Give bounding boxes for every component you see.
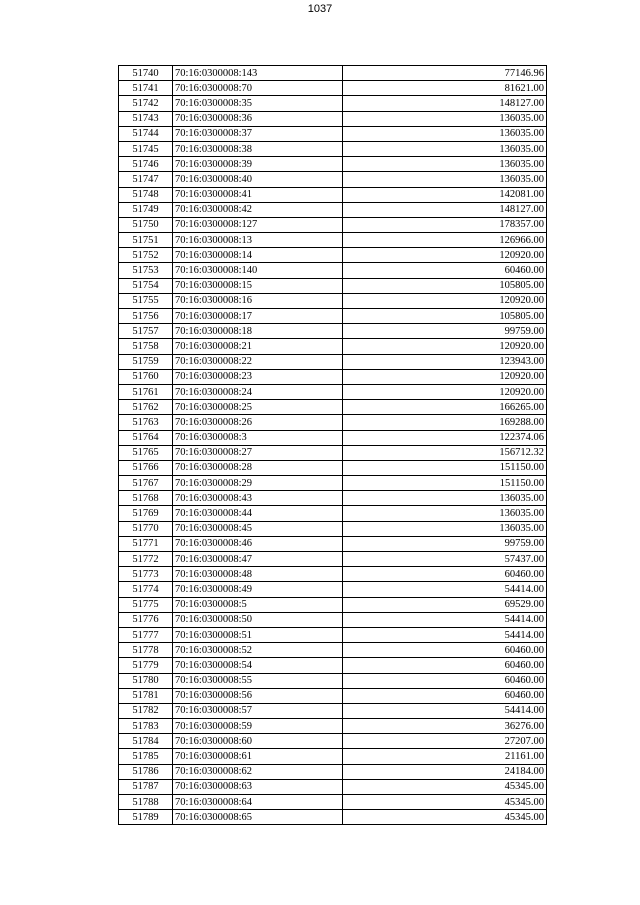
table-row [119, 491, 547, 506]
table-row [119, 688, 547, 703]
cadastral-number-cell: 70:16:0300008:61 [173, 749, 343, 764]
cadastral-value-cell: 60460.00 [343, 643, 547, 658]
table-row [119, 202, 547, 217]
row-number-cell: 51746 [119, 157, 173, 172]
cadastral-number-cell: 70:16:0300008:43 [173, 491, 343, 506]
row-number-cell: 51765 [119, 445, 173, 460]
cadastral-number-cell: 70:16:0300008:38 [173, 141, 343, 156]
cadastral-value-cell: 45345.00 [343, 779, 547, 794]
cadastral-value-cell: 166265.00 [343, 400, 547, 415]
row-number-cell: 51764 [119, 430, 173, 445]
table-row [119, 795, 547, 810]
table-row [119, 293, 547, 308]
row-number-cell: 51741 [119, 81, 173, 96]
cadastral-value-cell: 54414.00 [343, 703, 547, 718]
row-number-cell: 51748 [119, 187, 173, 202]
row-number-cell: 51740 [119, 66, 173, 81]
cadastral-value-cell: 77146.96 [343, 66, 547, 81]
cadastral-value-cell: 136035.00 [343, 111, 547, 126]
cadastral-value-cell: 105805.00 [343, 278, 547, 293]
table-row [119, 248, 547, 263]
cadastral-number-cell: 70:16:0300008:24 [173, 384, 343, 399]
row-number-cell: 51767 [119, 476, 173, 491]
cadastral-number-cell: 70:16:0300008:18 [173, 324, 343, 339]
cadastral-number-cell: 70:16:0300008:40 [173, 172, 343, 187]
table-row [119, 384, 547, 399]
cadastral-number-cell: 70:16:0300008:57 [173, 703, 343, 718]
table-row [119, 521, 547, 536]
cadastral-value-cell: 151150.00 [343, 460, 547, 475]
cadastral-number-cell: 70:16:0300008:63 [173, 779, 343, 794]
row-number-cell: 51785 [119, 749, 173, 764]
cadastral-value-cell: 136035.00 [343, 172, 547, 187]
row-number-cell: 51783 [119, 719, 173, 734]
cadastral-value-cell: 136035.00 [343, 157, 547, 172]
row-number-cell: 51763 [119, 415, 173, 430]
cadastral-value-cell: 54414.00 [343, 627, 547, 642]
table-row [119, 339, 547, 354]
cadastral-value-cell: 156712.32 [343, 445, 547, 460]
cadastral-value-cell: 151150.00 [343, 476, 547, 491]
table-row [119, 157, 547, 172]
row-number-cell: 51750 [119, 217, 173, 232]
cadastral-value-cell: 136035.00 [343, 126, 547, 141]
row-number-cell: 51761 [119, 384, 173, 399]
cadastral-number-cell: 70:16:0300008:59 [173, 719, 343, 734]
cadastral-value-cell: 136035.00 [343, 521, 547, 536]
cadastral-number-cell: 70:16:0300008:47 [173, 552, 343, 567]
table-row [119, 506, 547, 521]
cadastral-number-cell: 70:16:0300008:15 [173, 278, 343, 293]
cadastral-number-cell: 70:16:0300008:49 [173, 582, 343, 597]
cadastral-number-cell: 70:16:0300008:55 [173, 673, 343, 688]
row-number-cell: 51744 [119, 126, 173, 141]
cadastral-value-cell: 178357.00 [343, 217, 547, 232]
cadastral-value-cell: 120920.00 [343, 384, 547, 399]
cadastral-number-cell: 70:16:0300008:51 [173, 627, 343, 642]
cadastral-value-cell: 142081.00 [343, 187, 547, 202]
row-number-cell: 51781 [119, 688, 173, 703]
table-row [119, 96, 547, 111]
cadastral-number-cell: 70:16:0300008:65 [173, 810, 343, 825]
table-row [119, 354, 547, 369]
cadastral-value-cell: 54414.00 [343, 582, 547, 597]
table-row [119, 263, 547, 278]
cadastral-number-cell: 70:16:0300008:64 [173, 795, 343, 810]
cadastral-value-cell: 21161.00 [343, 749, 547, 764]
cadastral-number-cell: 70:16:0300008:5 [173, 597, 343, 612]
row-number-cell: 51756 [119, 309, 173, 324]
table-row [119, 719, 547, 734]
cadastral-value-cell: 69529.00 [343, 597, 547, 612]
row-number-cell: 51771 [119, 536, 173, 551]
cadastral-value-cell: 36276.00 [343, 719, 547, 734]
cadastral-number-cell: 70:16:0300008:29 [173, 476, 343, 491]
table-row [119, 400, 547, 415]
cadastral-value-cell: 81621.00 [343, 81, 547, 96]
row-number-cell: 51755 [119, 293, 173, 308]
row-number-cell: 51757 [119, 324, 173, 339]
cadastral-number-cell: 70:16:0300008:22 [173, 354, 343, 369]
cadastral-number-cell: 70:16:0300008:36 [173, 111, 343, 126]
cadastral-number-cell: 70:16:0300008:127 [173, 217, 343, 232]
cadastral-number-cell: 70:16:0300008:14 [173, 248, 343, 263]
cadastral-number-cell: 70:16:0300008:17 [173, 309, 343, 324]
cadastral-value-cell: 60460.00 [343, 673, 547, 688]
row-number-cell: 51789 [119, 810, 173, 825]
table-row [119, 552, 547, 567]
cadastral-number-cell: 70:16:0300008:26 [173, 415, 343, 430]
table-row [119, 172, 547, 187]
table-row [119, 430, 547, 445]
table-row [119, 141, 547, 156]
cadastral-number-cell: 70:16:0300008:28 [173, 460, 343, 475]
cadastral-number-cell: 70:16:0300008:13 [173, 233, 343, 248]
table-row [119, 217, 547, 232]
row-number-cell: 51786 [119, 764, 173, 779]
row-number-cell: 51772 [119, 552, 173, 567]
cadastral-number-cell: 70:16:0300008:62 [173, 764, 343, 779]
cadastral-value-cell: 60460.00 [343, 263, 547, 278]
row-number-cell: 51784 [119, 734, 173, 749]
cadastral-number-cell: 70:16:0300008:37 [173, 126, 343, 141]
cadastral-number-cell: 70:16:0300008:41 [173, 187, 343, 202]
table-row [119, 627, 547, 642]
table-row [119, 779, 547, 794]
cadastral-number-cell: 70:16:0300008:23 [173, 369, 343, 384]
table-row [119, 233, 547, 248]
cadastral-value-cell: 24184.00 [343, 764, 547, 779]
table-row [119, 582, 547, 597]
cadastral-value-cell: 136035.00 [343, 141, 547, 156]
cadastral-number-cell: 70:16:0300008:54 [173, 658, 343, 673]
table-row [119, 612, 547, 627]
row-number-cell: 51759 [119, 354, 173, 369]
row-number-cell: 51742 [119, 96, 173, 111]
row-number-cell: 51766 [119, 460, 173, 475]
row-number-cell: 51782 [119, 703, 173, 718]
cadastral-number-cell: 70:16:0300008:16 [173, 293, 343, 308]
cadastral-value-cell: 54414.00 [343, 612, 547, 627]
cadastral-number-cell: 70:16:0300008:52 [173, 643, 343, 658]
row-number-cell: 51745 [119, 141, 173, 156]
table-row [119, 703, 547, 718]
cadastral-value-cell: 27207.00 [343, 734, 547, 749]
cadastral-value-cell: 45345.00 [343, 795, 547, 810]
cadastral-value-cell: 105805.00 [343, 309, 547, 324]
table-row [119, 658, 547, 673]
table-row [119, 734, 547, 749]
cadastral-value-cell: 120920.00 [343, 248, 547, 263]
table-row [119, 369, 547, 384]
cadastral-value-cell: 60460.00 [343, 688, 547, 703]
row-number-cell: 51769 [119, 506, 173, 521]
row-number-cell: 51762 [119, 400, 173, 415]
cadastral-value-cell: 99759.00 [343, 536, 547, 551]
table-row [119, 278, 547, 293]
cadastral-number-cell: 70:16:0300008:46 [173, 536, 343, 551]
table-row [119, 476, 547, 491]
cadastral-number-cell: 70:16:0300008:143 [173, 66, 343, 81]
table-row [119, 597, 547, 612]
cadastral-number-cell: 70:16:0300008:60 [173, 734, 343, 749]
cadastral-value-cell: 122374.06 [343, 430, 547, 445]
row-number-cell: 51760 [119, 369, 173, 384]
row-number-cell: 51751 [119, 233, 173, 248]
page-number: 1037 [307, 3, 333, 15]
cadastral-value-cell: 120920.00 [343, 369, 547, 384]
cadastral-value-cell: 60460.00 [343, 567, 547, 582]
row-number-cell: 51768 [119, 491, 173, 506]
cadastral-value-cell: 57437.00 [343, 552, 547, 567]
table-row [119, 126, 547, 141]
cadastral-number-cell: 70:16:0300008:27 [173, 445, 343, 460]
cadastral-value-cell: 60460.00 [343, 658, 547, 673]
row-number-cell: 51753 [119, 263, 173, 278]
table-row [119, 309, 547, 324]
table-row [119, 536, 547, 551]
row-number-cell: 51774 [119, 582, 173, 597]
row-number-cell: 51747 [119, 172, 173, 187]
cadastral-number-cell: 70:16:0300008:50 [173, 612, 343, 627]
table-row [119, 415, 547, 430]
cadastral-number-cell: 70:16:0300008:44 [173, 506, 343, 521]
cadastral-number-cell: 70:16:0300008:35 [173, 96, 343, 111]
row-number-cell: 51780 [119, 673, 173, 688]
row-number-cell: 51775 [119, 597, 173, 612]
table-row [119, 187, 547, 202]
cadastral-value-cell: 136035.00 [343, 491, 547, 506]
cadastral-value-cell: 169288.00 [343, 415, 547, 430]
cadastral-value-cell: 120920.00 [343, 293, 547, 308]
cadastral-number-cell: 70:16:0300008:48 [173, 567, 343, 582]
row-number-cell: 51758 [119, 339, 173, 354]
table-row [119, 810, 547, 825]
cadastral-value-cell: 45345.00 [343, 810, 547, 825]
cadastral-number-cell: 70:16:0300008:42 [173, 202, 343, 217]
cadastral-number-cell: 70:16:0300008:140 [173, 263, 343, 278]
cadastral-number-cell: 70:16:0300008:3 [173, 430, 343, 445]
cadastral-value-cell: 148127.00 [343, 96, 547, 111]
row-number-cell: 51743 [119, 111, 173, 126]
table-row [119, 111, 547, 126]
row-number-cell: 51752 [119, 248, 173, 263]
table-row [119, 764, 547, 779]
cadastral-number-cell: 70:16:0300008:45 [173, 521, 343, 536]
table-row [119, 749, 547, 764]
row-number-cell: 51773 [119, 567, 173, 582]
cadastral-value-cell: 120920.00 [343, 339, 547, 354]
row-number-cell: 51754 [119, 278, 173, 293]
row-number-cell: 51779 [119, 658, 173, 673]
cadastral-value-cell: 99759.00 [343, 324, 547, 339]
cadastral-number-cell: 70:16:0300008:25 [173, 400, 343, 415]
table-body [119, 66, 547, 825]
table-row [119, 643, 547, 658]
cadastral-number-cell: 70:16:0300008:56 [173, 688, 343, 703]
cadastral-number-cell: 70:16:0300008:70 [173, 81, 343, 96]
cadastral-number-cell: 70:16:0300008:39 [173, 157, 343, 172]
row-number-cell: 51776 [119, 612, 173, 627]
cadastral-value-table [118, 65, 547, 825]
row-number-cell: 51778 [119, 643, 173, 658]
table-row [119, 460, 547, 475]
table-row [119, 673, 547, 688]
cadastral-value-cell: 148127.00 [343, 202, 547, 217]
table-row [119, 567, 547, 582]
row-number-cell: 51749 [119, 202, 173, 217]
cadastral-value-cell: 126966.00 [343, 233, 547, 248]
cadastral-value-cell: 136035.00 [343, 506, 547, 521]
table-row [119, 66, 547, 81]
table-row [119, 445, 547, 460]
row-number-cell: 51770 [119, 521, 173, 536]
row-number-cell: 51787 [119, 779, 173, 794]
table-row [119, 81, 547, 96]
cadastral-value-cell: 123943.00 [343, 354, 547, 369]
table-row [119, 324, 547, 339]
row-number-cell: 51788 [119, 795, 173, 810]
row-number-cell: 51777 [119, 627, 173, 642]
cadastral-number-cell: 70:16:0300008:21 [173, 339, 343, 354]
